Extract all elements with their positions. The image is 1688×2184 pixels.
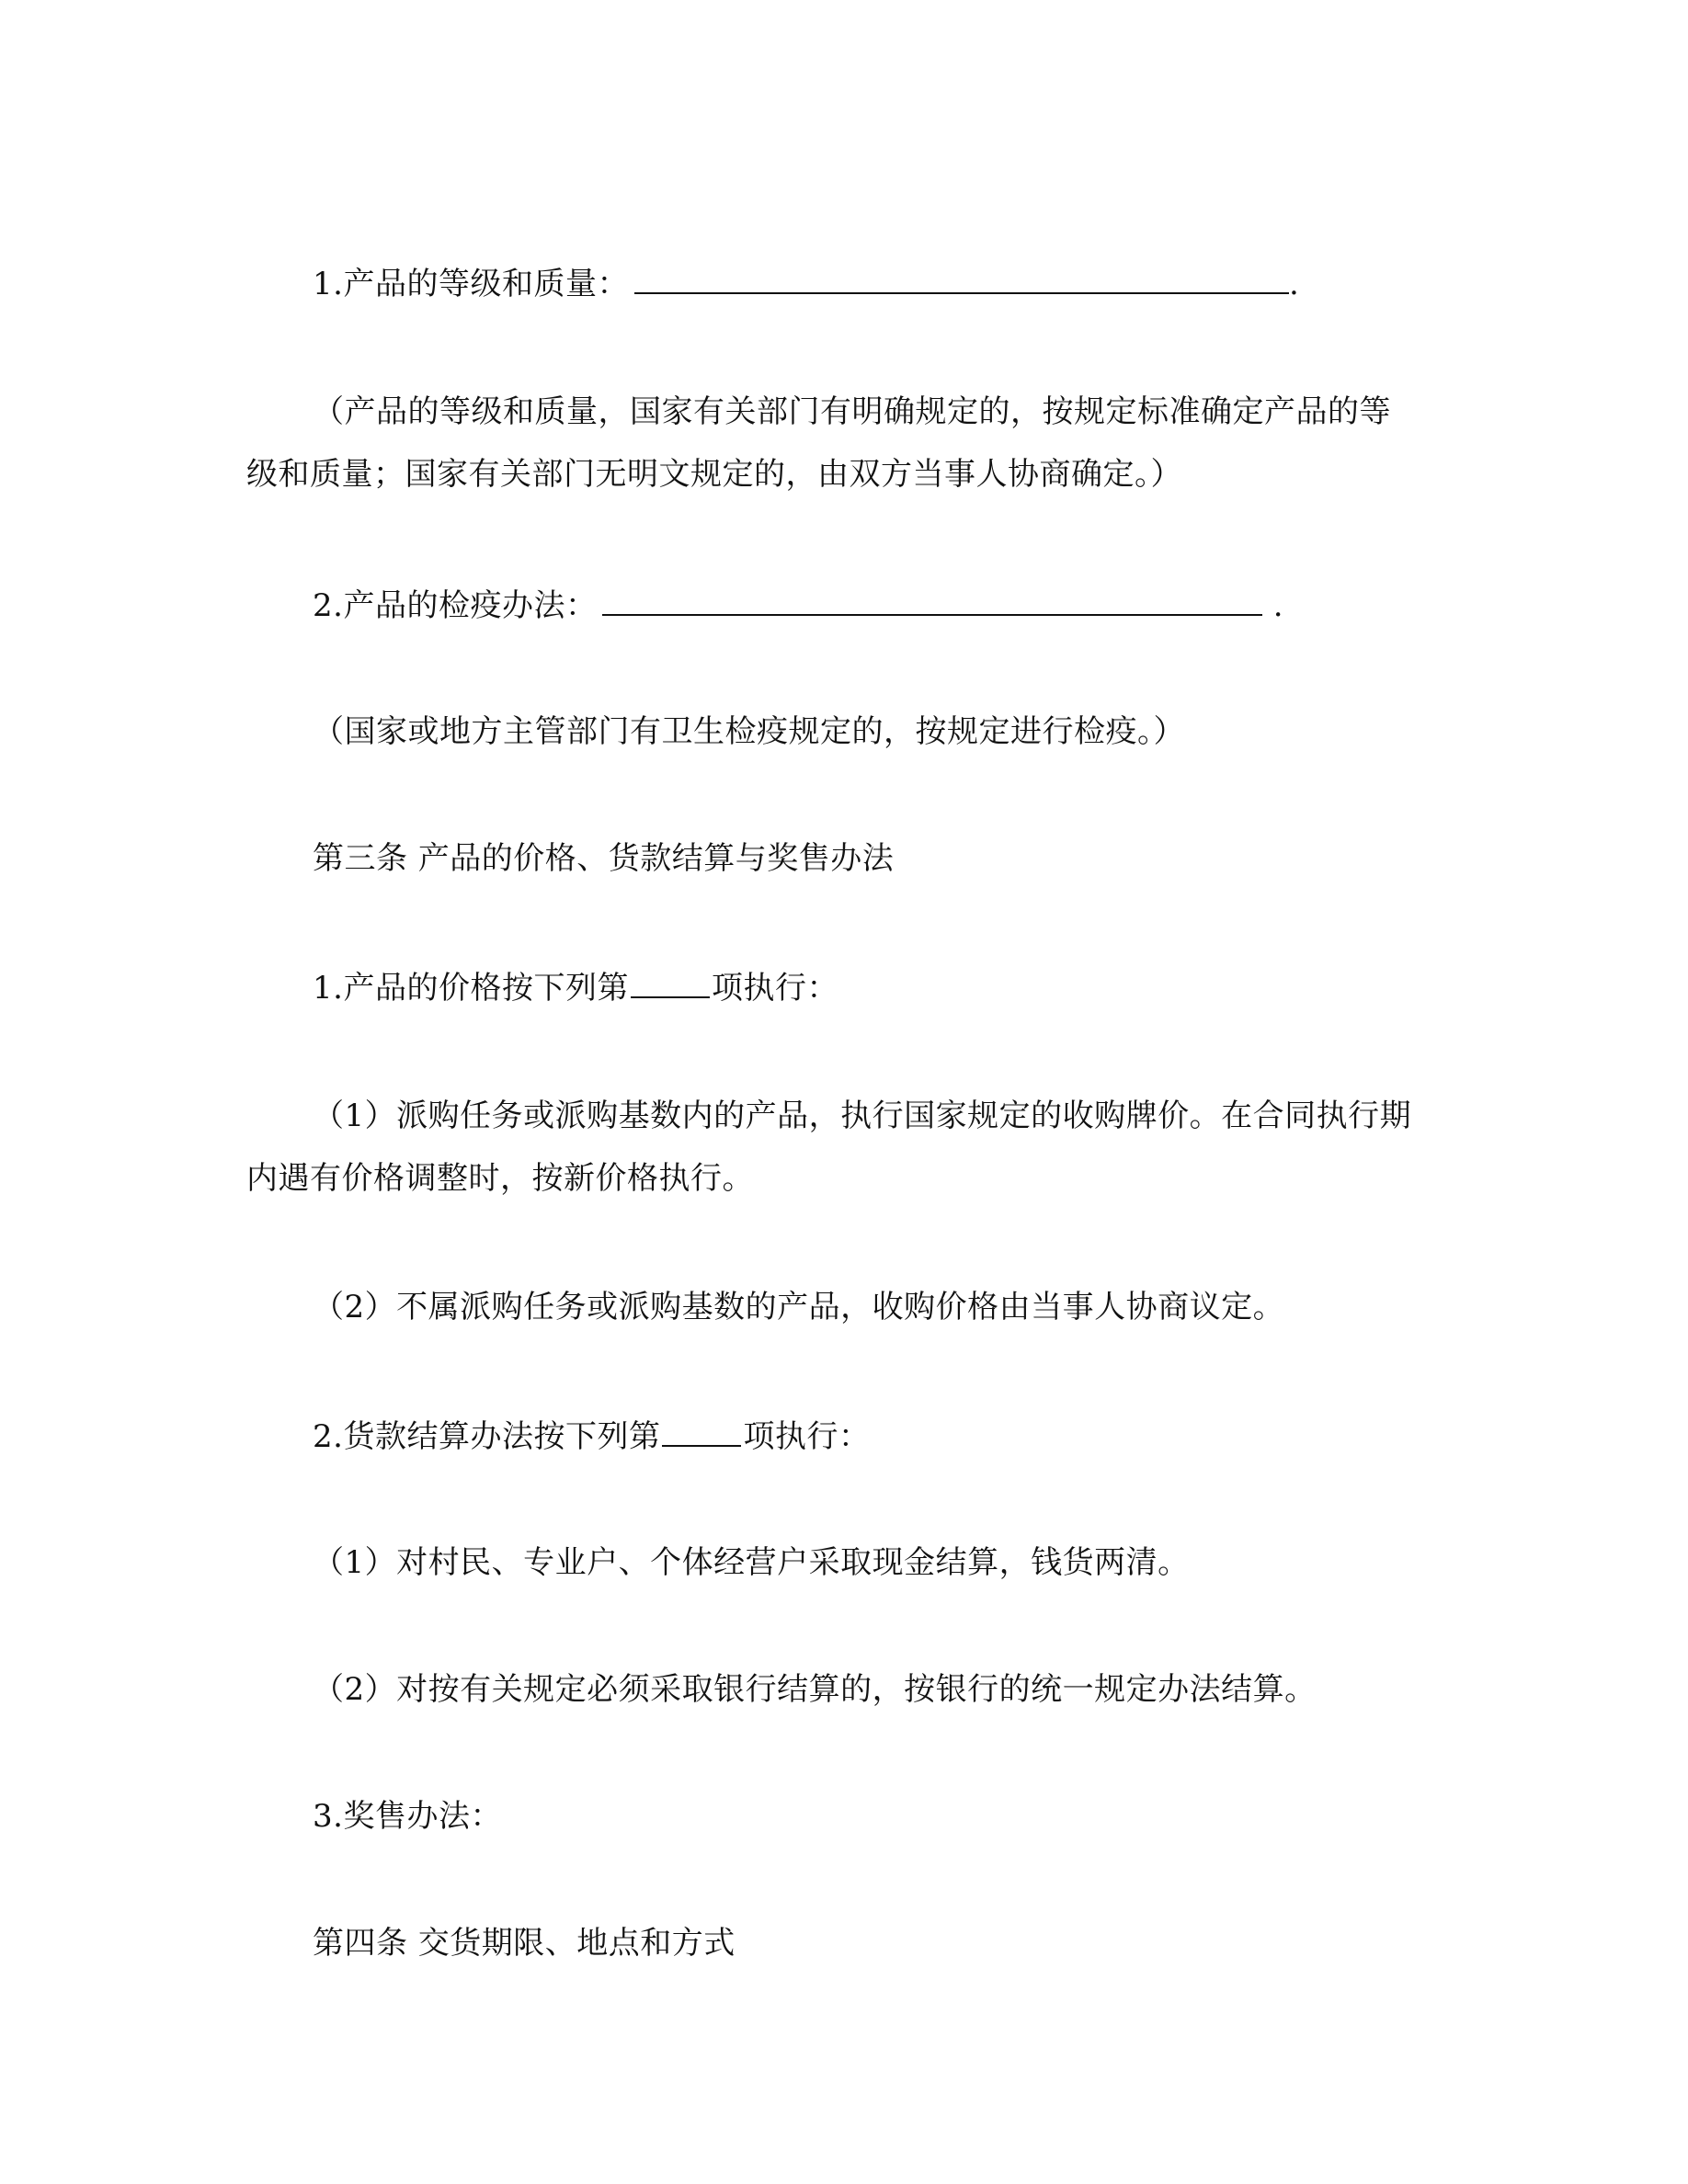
- article4-heading: 第四条 交货期限、地点和方式: [313, 1925, 736, 1962]
- item-reward: 3.奖售办法：: [313, 1798, 502, 1835]
- item-grade-quality-end: .: [1288, 266, 1300, 302]
- price-option1-line1: （1）派购任务或派购基数内的产品，执行国家规定的收购牌价。在合同执行期: [313, 1098, 1412, 1134]
- price-option1-line2: 内遇有价格调整时，按新价格执行。: [246, 1160, 754, 1197]
- grade-quality-blank-line: [634, 265, 1289, 294]
- price-option-blank: [631, 969, 710, 998]
- settlement-option2: （2）对按有关规定必须采取银行结算的，按银行的统一规定办法结算。: [313, 1671, 1317, 1708]
- item-settlement-label: 2.货款结算办法按下列第: [313, 1418, 661, 1455]
- item-quarantine-end: .: [1262, 587, 1284, 624]
- settlement-option-blank: [662, 1417, 741, 1447]
- article3-heading: 第三条 产品的价格、货款结算与奖售办法: [313, 840, 895, 877]
- item-quarantine: [313, 586, 1283, 624]
- item-price: [313, 969, 838, 1007]
- item-price-label: 1.产品的价格按下列第: [313, 970, 629, 1007]
- note-grade-quality-line2: 级和质量；国家有关部门无明文规定的，由双方当事人协商确定。）: [246, 456, 1182, 493]
- item-price-end: 项执行：: [711, 970, 838, 1007]
- quarantine-blank-line: [602, 586, 1262, 616]
- price-option2: （2）不属派购任务或派购基数的产品，收购价格由当事人协商议定。: [313, 1289, 1285, 1325]
- note-grade-quality-line1: （产品的等级和质量，国家有关部门有明确规定的，按规定标准确定产品的等: [313, 393, 1391, 430]
- note-quarantine: （国家或地方主管部门有卫生检疫规定的，按规定进行检疫。）: [313, 713, 1185, 750]
- item-grade-quality-label: 1.产品的等级和质量：: [313, 266, 629, 302]
- item-settlement: [313, 1417, 870, 1455]
- settlement-option1: （1）对村民、专业户、个体经营户采取现金结算，钱货两清。: [313, 1544, 1190, 1581]
- item-quarantine-label: 2.产品的检疫办法：: [313, 587, 598, 624]
- item-settlement-end: 项执行：: [743, 1418, 871, 1455]
- item-grade-quality: [313, 265, 1299, 302]
